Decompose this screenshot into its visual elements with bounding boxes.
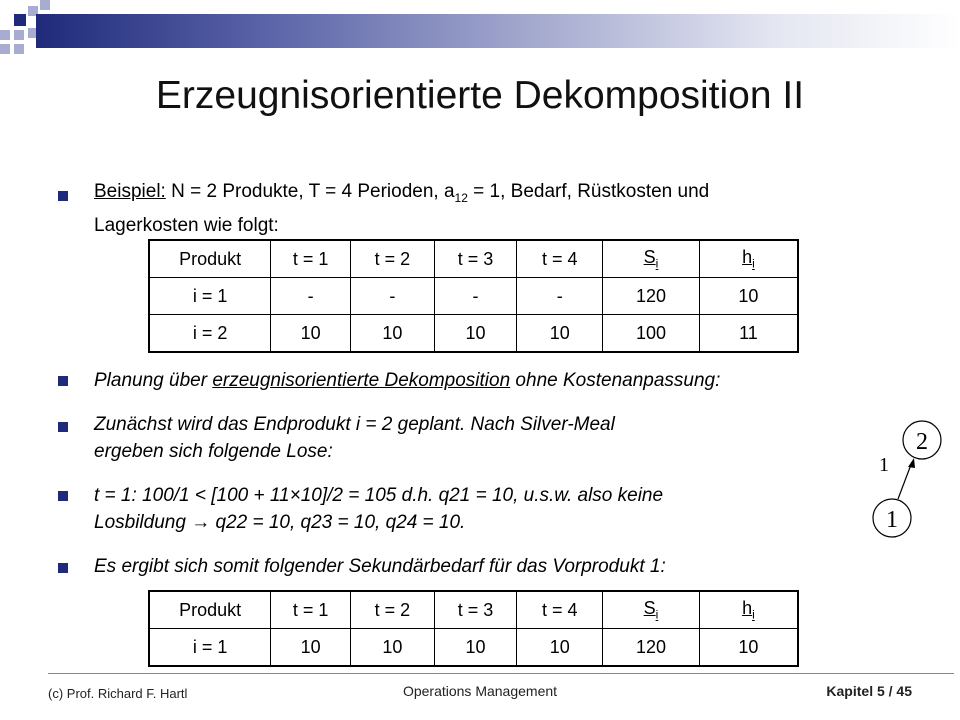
table-cell: -: [517, 278, 603, 315]
bullet-2-part: Planung über: [94, 370, 213, 391]
table-row: [149, 278, 798, 315]
bullet-5-text: Es ergibt sich somit folgender Sekundärbedarf für das Vorprodukt 1:: [94, 556, 666, 577]
data-table-1: [148, 239, 799, 353]
node-top-label: 2: [916, 429, 928, 455]
table-header-cell: t = 1: [271, 240, 351, 278]
node-bottom-label: 1: [886, 507, 898, 533]
bullet-marker: [58, 376, 68, 386]
corner-square: [0, 30, 10, 40]
edge-line: [898, 462, 912, 499]
table-header-row: [149, 240, 798, 278]
table-cell: 10: [517, 629, 603, 667]
bullet-4-text: [94, 482, 663, 536]
example-label: Beispiel:: [94, 181, 166, 202]
decomposition-term: erzeugnisorientierte Dekomposition: [212, 370, 511, 391]
bullet-2-text: [94, 367, 720, 394]
table-header-cell: Produkt: [149, 591, 271, 629]
setup-cost-label: S: [643, 598, 656, 619]
table-header-cell: [603, 591, 700, 629]
bullet-4-part: q22 = 10, q23 = 10, q24 = 10.: [210, 512, 466, 533]
table-header-cell: t = 4: [517, 240, 603, 278]
bullet-1-line2: Lagerkosten wie folgt:: [94, 214, 279, 236]
times-symbol: ×: [289, 485, 301, 506]
holding-cost-label: h: [742, 598, 753, 619]
bullet-1-part: N = 2 Produkte, T = 4 Perioden, a: [165, 181, 455, 202]
table-cell: 10: [271, 629, 351, 667]
bullet-4-part: Losbildung: [94, 512, 192, 533]
corner-square: [14, 30, 24, 40]
bullet-marker: [58, 422, 68, 432]
setup-cost-label: S: [643, 247, 656, 268]
bullet-2-part: ohne Kostenanpassung:: [510, 370, 721, 391]
bullet-marker: [58, 563, 68, 573]
footer-course: Operations Management: [402, 683, 558, 699]
holding-cost-label: h: [742, 247, 753, 268]
subscript: i: [655, 256, 659, 271]
arrow-right-icon: →: [191, 512, 211, 533]
table-cell: 10: [517, 315, 603, 353]
table-header-cell: t = 3: [434, 591, 517, 629]
table-cell: i = 1: [149, 278, 271, 315]
slide-title: Erzeugnisorientierte Dekomposition II: [155, 74, 805, 117]
table-cell: 10: [350, 629, 434, 667]
table-header-cell: Produkt: [149, 240, 271, 278]
table-header-cell: t = 3: [434, 240, 517, 278]
subscript: i: [752, 256, 755, 271]
table-cell: 120: [603, 278, 700, 315]
table-header-cell: [699, 591, 798, 629]
data-table-2: [148, 590, 799, 667]
table-cell: 10: [434, 629, 517, 667]
table-header-cell: [603, 240, 700, 278]
bullet-4-part: t = 1: 100/1 < [100 + 11: [94, 485, 290, 506]
table-header-cell: t = 2: [350, 240, 434, 278]
table-row: [149, 629, 798, 667]
table-cell: -: [434, 278, 517, 315]
table-cell: i = 1: [149, 629, 271, 667]
table-header-cell: t = 4: [517, 591, 603, 629]
bullet-marker: [58, 491, 68, 501]
table-row: [149, 315, 798, 353]
bullet-marker: [58, 191, 68, 201]
footer-divider: [48, 673, 954, 674]
table-cell: 10: [350, 315, 434, 353]
bullet-3-text: [94, 411, 615, 465]
subscript: i: [752, 607, 755, 622]
table-header-row: [149, 591, 798, 629]
footer-page-number: Kapitel 5 / 45: [826, 683, 912, 699]
table-cell: i = 2: [149, 315, 271, 353]
bullet-4-part: 10]/2 = 105 d.h. q21 = 10, u.s.w. also keine: [300, 485, 664, 506]
table-cell: 10: [434, 315, 517, 353]
corner-square: [14, 44, 24, 54]
product-structure-diagram: [850, 418, 950, 548]
bullet-3-line2: ergeben sich folgende Lose:: [94, 441, 333, 462]
corner-square: [14, 14, 26, 26]
title-gradient-bar: [36, 14, 960, 48]
table-cell: -: [350, 278, 434, 315]
footer-copyright: (c) Prof. Richard F. Hartl: [48, 686, 188, 701]
table-cell: 100: [603, 315, 700, 353]
subscript: 12: [454, 190, 468, 205]
table-cell: 11: [699, 315, 798, 353]
table-cell: 10: [699, 278, 798, 315]
table-cell: 10: [699, 629, 798, 667]
bullet-1-text: [94, 178, 709, 239]
bullet-3-line1: Zunächst wird das Endprodukt i = 2 geplant. Nach Silver-Meal: [94, 414, 615, 435]
corner-square: [40, 0, 50, 10]
table-header-cell: t = 1: [271, 591, 351, 629]
edge-arrowhead: [908, 458, 915, 468]
corner-square: [0, 44, 10, 54]
table-header-cell: [699, 240, 798, 278]
bullet-1-part: = 1, Bedarf, Rüstkosten und: [467, 181, 710, 202]
table-cell: 10: [271, 315, 351, 353]
edge-quantity-label: 1: [879, 454, 889, 476]
subscript: i: [655, 607, 659, 622]
table-cell: -: [271, 278, 351, 315]
table-header-cell: t = 2: [350, 591, 434, 629]
table-cell: 120: [603, 629, 700, 667]
